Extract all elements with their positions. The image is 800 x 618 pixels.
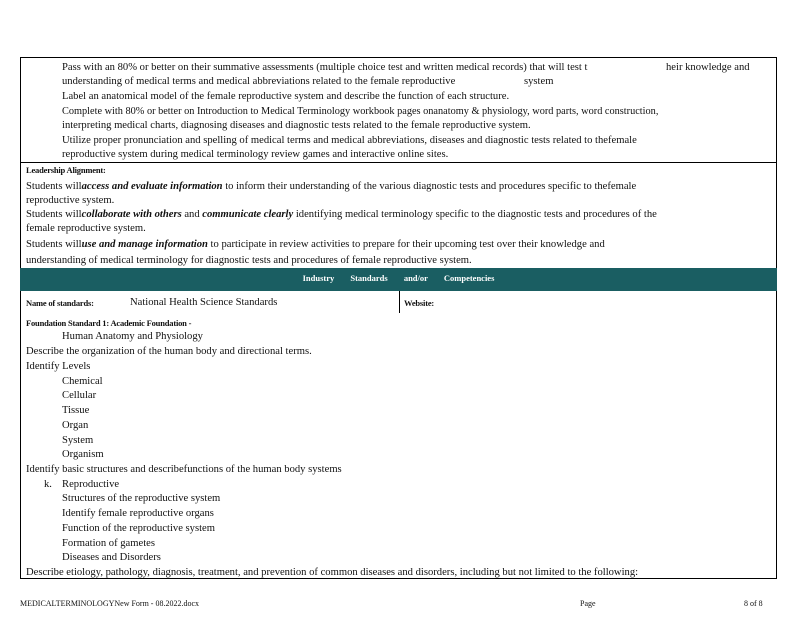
standards-header-title: Industry Standards and/or Competencies [302, 273, 495, 283]
repro-subitem: Diseases and Disorders [62, 552, 161, 563]
repro-subitem: Formation of gametes [62, 538, 155, 549]
objective-4-line-2: reproductive system during medical terminology review games and interactive online sites. [62, 149, 449, 160]
reproductive-item: Reproductive [62, 479, 120, 490]
leadership-paragraph-1-cont: reproductive system. [26, 195, 115, 206]
footer-page-label: Page [580, 599, 596, 608]
objective-1-line-1-end: heir knowledge and [666, 62, 750, 73]
standards-name-value: National Health Science Standards [130, 297, 278, 308]
objective-3-line-1: Complete with 80% or better on Introduction to Medical Terminology workbook pages onanatomy & physiology, word parts, word construction, [62, 106, 659, 117]
standards-header-band [20, 268, 777, 291]
objective-3-line-2: interpreting medical charts, diagnosing diseases and diagnostic tests related to the female reproductive system. [62, 120, 531, 131]
level-item: Organism [62, 449, 104, 460]
hap-item: Human Anatomy and Physiology [62, 331, 203, 342]
objective-1-line-2-end: system [524, 76, 554, 87]
describe-organization: Describe the organization of the human body and directional terms. [26, 346, 312, 357]
objective-2-line-1: Label an anatomical model of the female reproductive system and describe the function of each structure. [62, 91, 510, 102]
level-item: Cellular [62, 390, 97, 401]
website-label: Website: [404, 298, 435, 308]
leadership-paragraph-3-cont: understanding of medical terminology for diagnostic tests and procedures of female reproductive system. [26, 255, 472, 266]
repro-subitem: Function of the reproductive system [62, 523, 215, 534]
footer-page-number: 8 of 8 [744, 599, 763, 608]
leadership-paragraph-2-cont: female reproductive system. [26, 223, 146, 234]
list-marker-k: k. [44, 479, 52, 490]
level-item: Tissue [62, 405, 90, 416]
objective-1-line-1: Pass with an 80% or better on their summative assessments (multiple choice test and written medical records) that will test t [62, 62, 588, 73]
repro-subitem: Structures of the reproductive system [62, 493, 221, 504]
column-divider [399, 291, 400, 313]
identify-basic-structures: Identify basic structures and describefunctions of the human body systems [26, 464, 342, 475]
leadership-paragraph-1: Students willaccess and evaluate information to inform their understanding of the various diagnostic tests and procedures specific to thefemale [26, 181, 637, 192]
level-item: Chemical [62, 376, 103, 387]
level-item: Organ [62, 420, 89, 431]
footer-filename: MEDICALTERMINOLOGYNew Form - 08.2022.docx [20, 599, 200, 608]
objective-4-line-1: Utilize proper pronunciation and spelling of medical terms and medical abbreviations, diseases and diagnostic tests related to thefemale [62, 135, 637, 146]
describe-etiology: Describe etiology, pathology, diagnosis, treatment, and prevention of common diseases and disorders, including but not limited to the following: [26, 567, 639, 578]
repro-subitem: Identify female reproductive organs [62, 508, 214, 519]
standards-name-label: Name of standards: [26, 298, 94, 308]
identify-levels: Identify Levels [26, 361, 91, 372]
leadership-paragraph-2: Students willcollaborate with others and communicate clearly identifying medical terminology specific to the diagnostic tests and procedures of the [26, 209, 657, 220]
leadership-heading: Leadership Alignment: [26, 165, 106, 175]
objective-1-line-2: understanding of medical terms and medical abbreviations related to the female reproductive [62, 76, 456, 87]
level-item: System [62, 435, 94, 446]
leadership-paragraph-3: Students willuse and manage information to participate in review activities to prepare for their upcoming test over their knowledge and [26, 239, 605, 250]
section-divider [20, 162, 777, 163]
foundation-standard: Foundation Standard 1: Academic Foundation - [26, 318, 192, 328]
